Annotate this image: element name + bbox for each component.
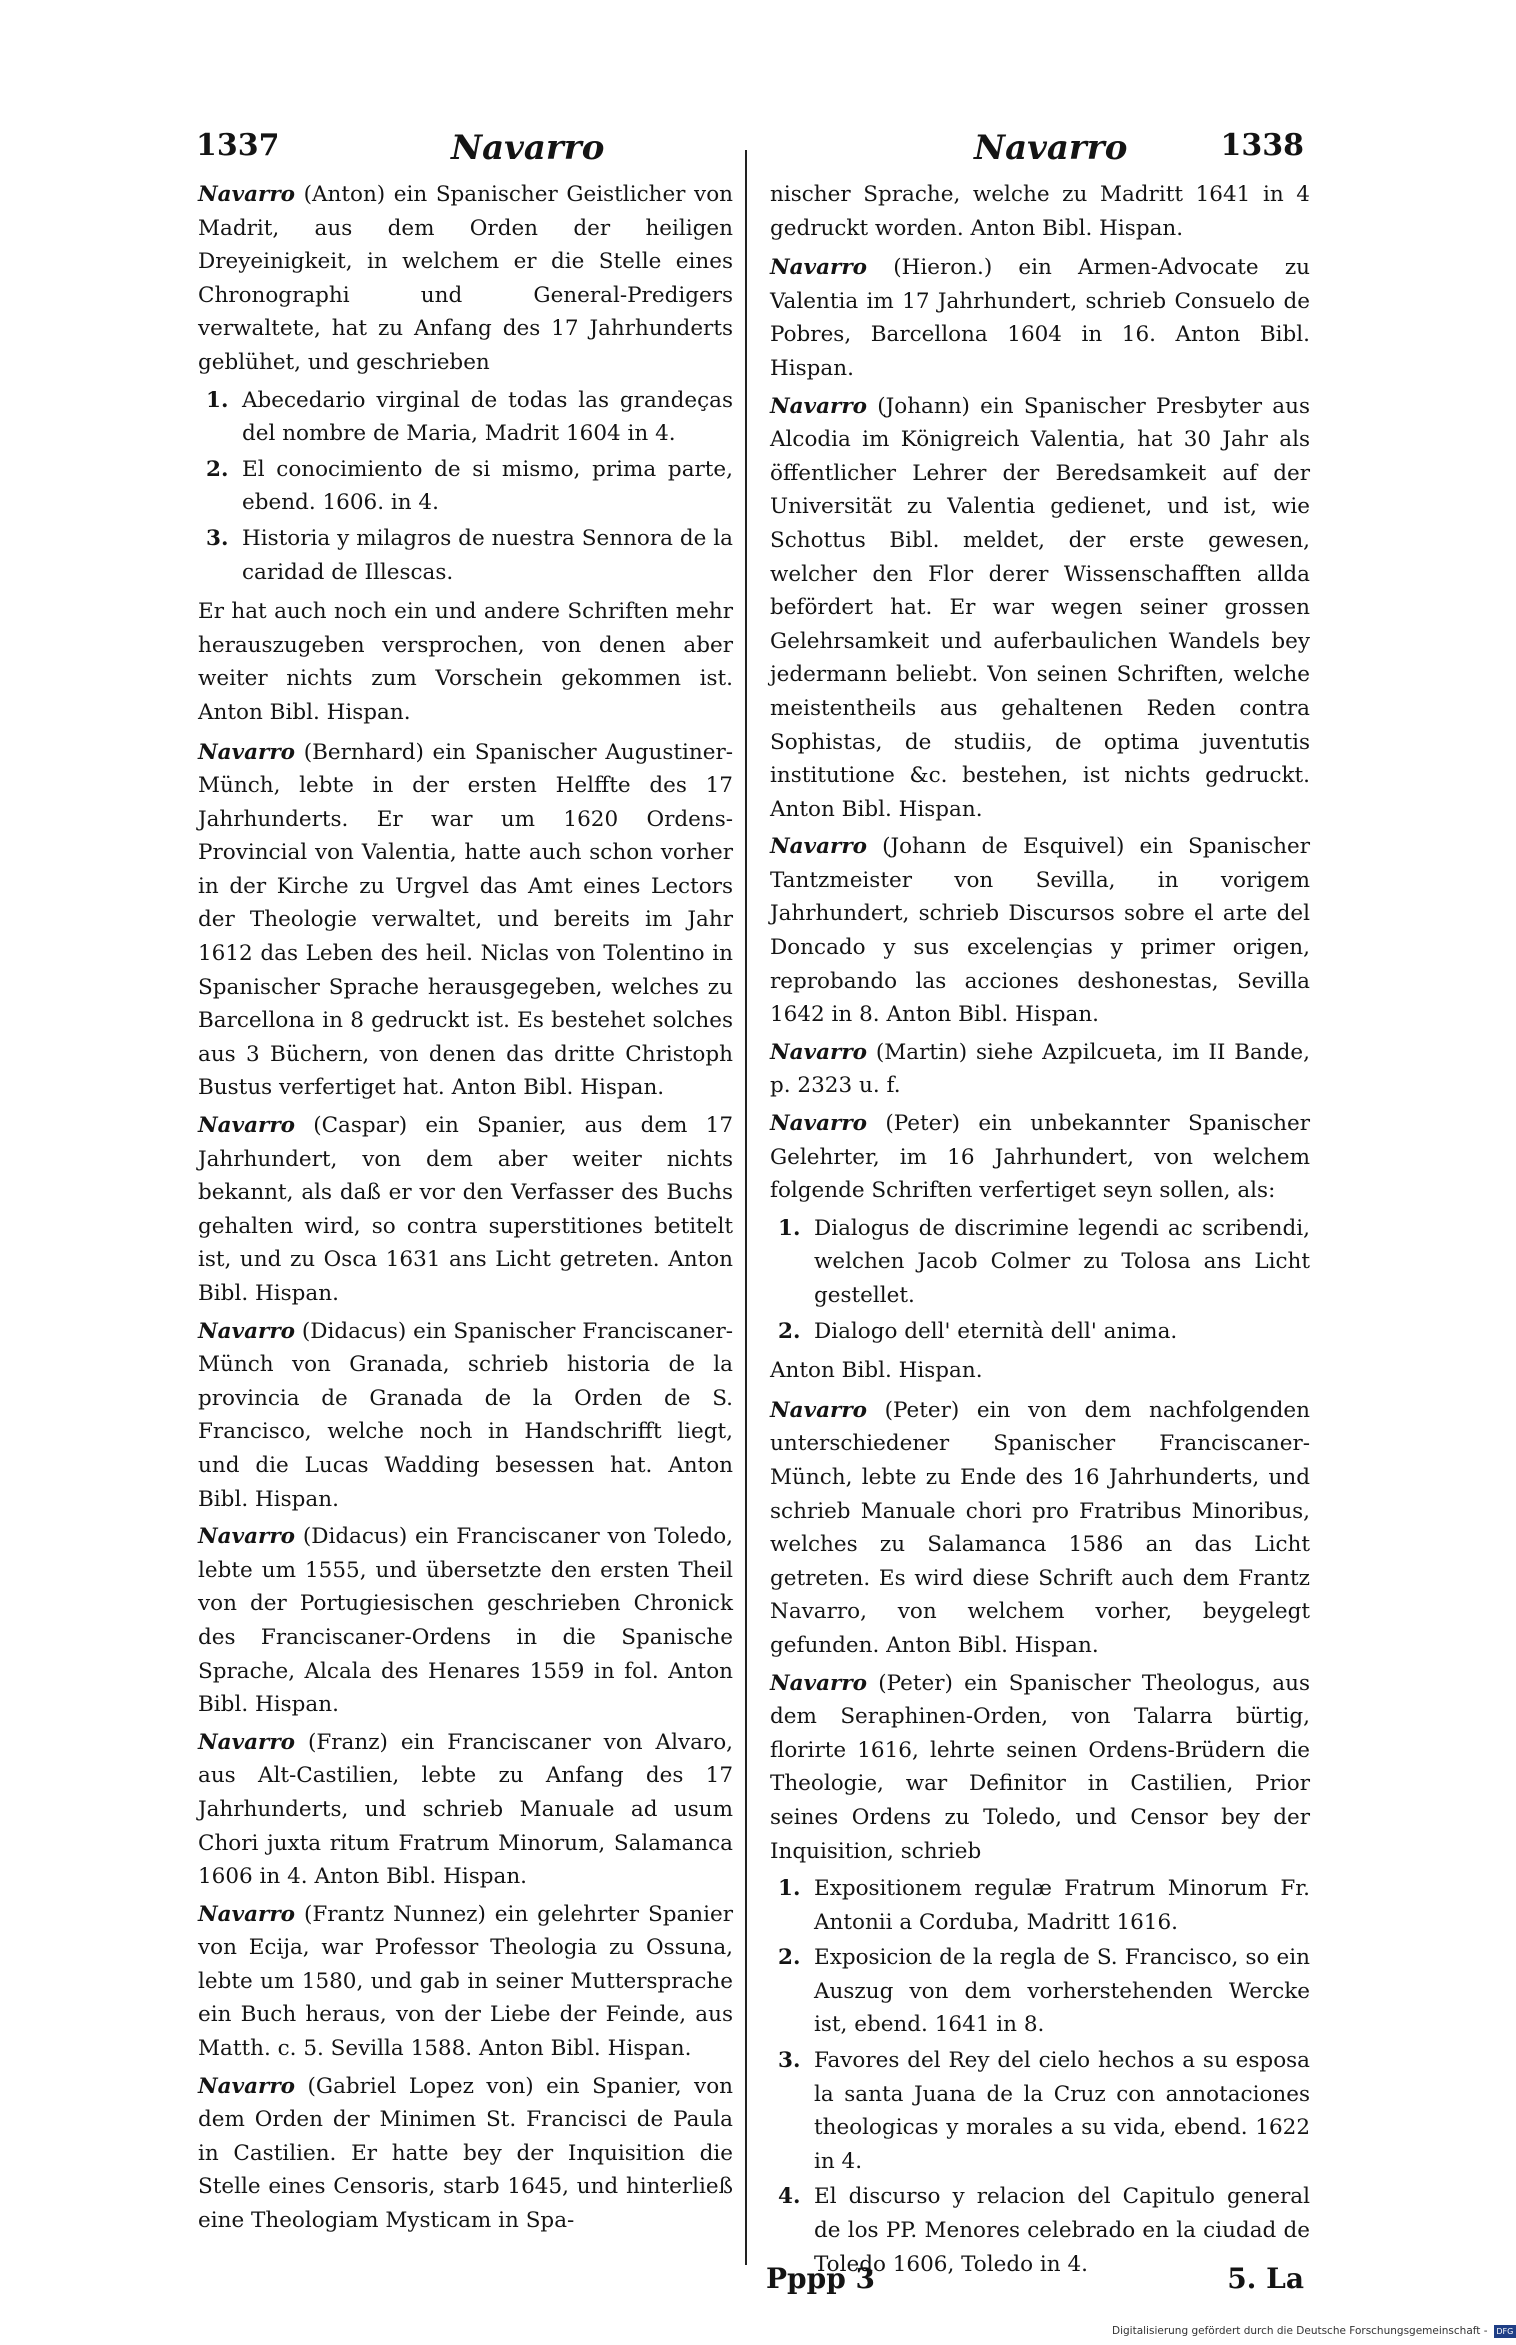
item-number: 1. [778,1215,801,1241]
item-number: 1. [778,1876,801,1902]
entry-text: (Johann de Esquivel) ein Spanischer Tantzmeister von Sevilla, in vorigem Jahrhundert, schrieb Discursos sobre el arte del Doncado y sus excelençias y primer origen, reprobando las acciones deshonestas, Sevilla 1642 in 8. Anton Bibl. Hispan. [770,834,1310,1028]
entry-text: (Didacus) ein Spanischer Franciscaner-Münch von Granada, schrieb historia de la provincia de Granada de la Orden de S. Francisco, welche noch in Handschrifft liegt, und die Lucas Wadding besessen hat. Anton Bibl. Hispan. [198,1318,733,1512]
entry-text: (Didacus) ein Franciscaner von Toledo, lebte um 1555, und übersetzte den ersten Theil von der Portugiesischen geschrieben Chronick des Franciscaner-Ordens in die Spanische Sprache, Alcala des Henares 1559 in fol. Anton Bibl. Hispan. [198,1524,734,1718]
running-head-right: Navarro [974,128,1128,168]
entry-caspar [198,1109,733,1311]
item-text: Historia y milagros de nuestra Sennora de la caridad de Illescas. [242,525,733,585]
entry-text: (Peter) ein unbekannter Spanischer Gelehrter, im 16 Jahrhundert, von welchem folgende Schriften verfertiget seyn sollen, als: [770,1111,1310,1204]
page-header [196,128,1304,172]
item-text: Expositionem regulæ Fratrum Minorum Fr. Antonii a Corduba, Madritt 1616. [814,1876,1310,1935]
entry-text: (Caspar) ein Spanier, aus dem 17 Jahrhundert, von dem aber weiter nichts bekannt, als daß er vor den Verfasser des Buchs gehalten wird, so contra superstitiones betitelt ist, und zu Osca 1631 ans Licht getreten. Anton Bibl. Hispan. [198,1113,733,1306]
entry-headword: Navarro [198,2073,296,2099]
continued-text: nischer Sprache, welche zu Madritt 1641 in 4 gedruckt worden. Anton Bibl. Hispan. [770,182,1310,241]
page-number-left: 1337 [196,128,280,163]
entry-headword: Navarro [770,834,868,860]
signature-mark: Pppp 3 [766,2262,876,2295]
entry-headword: Navarro [770,1039,868,1065]
column-divider [745,150,747,2265]
entry-johann-esquivel [770,830,1310,1032]
entry-text: (Anton) ein Spanischer Geistlicher von Madrit, aus dem Orden der heiligen Dreyeinigkeit, in welchem er die Stelle eines Chronographi und General-Predigers verwaltete, hat zu Anfang des 17 Jahrhunderts geblühet, und geschrieben [198,182,733,375]
entry-tail: Er hat auch noch ein und andere Schriften mehr herauszugeben versprochen, von denen aber weiter nichts zum Vorschein gekommen ist. Anton Bibl. Hispan. [198,599,733,725]
entry-didacus-toledo [198,1520,733,1722]
item-text: Dialogo dell' eternità dell' anima. [814,1318,1178,1344]
entry-martin [770,1036,1310,1103]
item-text: Exposicion de la regla de S. Francisco, so ein Auszug von dem vorherstehenden Wercke ist, ebend. 1641 in 8. [814,1945,1310,2038]
list-item [770,2044,1310,2178]
list-item [198,522,733,589]
list-item [770,1872,1310,1939]
entry-list [198,384,733,590]
list-item [770,1315,1310,1349]
item-number: 2. [778,1945,801,1971]
item-text: El discurso y relacion del Capitulo general de los PP. Menores celebrado en la ciudad de Toledo 1606, Toledo in 4. [814,2184,1310,2277]
left-column [198,178,733,2242]
item-number: 1. [206,387,229,413]
entry-peter-3 [770,1667,1310,1869]
entry-headword: Navarro [198,1524,296,1550]
list-item [770,1941,1310,2042]
item-number: 3. [206,525,229,551]
entry-gabriel-lopez [198,2070,733,2238]
entry-peter-2 [770,1394,1310,1663]
running-head-left: Navarro [451,128,605,168]
entry-frantz-nunnez [198,1898,733,2066]
list-item [198,453,733,520]
entry-list [770,1872,1310,2281]
list-item [770,1212,1310,1313]
entry-headword: Navarro [198,739,296,765]
item-text: El conocimiento de si mismo, prima parte, ebend. 1606. in 4. [242,456,733,516]
item-text: Favores del Rey del cielo hechos a su esposa la santa Juana de la Cruz con annotaciones theologicas y morales a su vida, ebend. 1622 in 4. [814,2048,1310,2174]
entry-peter-1 [770,1107,1310,1208]
entry-text: (Johann) ein Spanischer Presbyter aus Alcodia im Königreich Valentia, hat 30 Jahr als öffentlicher Lehrer der Beredsamkeit auf der Universität zu Valentia gedienet, und ist, wie Schottus Bibl. meldet, der erste gewesen, welcher den Flor derer Wissenschafften allda befördert hat. Er war wegen seiner grossen Gelehrsamkeit und auferbaulichen Wandels bey jedermann beliebt. Von seinen Schriften, welche meistentheils aus gehaltenen Reden contra Sophistas, de studiis, de optima juventutis institutione &c. bestehen, ist nichts gedruckt. Anton Bibl. Hispan. [770,393,1310,822]
entry-bernhard [198,736,733,1106]
entry-headword: Navarro [770,393,868,419]
dfg-logo-icon: DFG [1494,2325,1516,2338]
entry-headword: Navarro [198,1901,296,1927]
item-number: 4. [778,2184,801,2210]
entry-hieron [770,251,1310,385]
page-footer [196,2262,1304,2302]
entry-text: (Hieron.) ein Armen-Advocate zu Valentia im 17 Jahrhundert, schrieb Consuelo de Pobres, Barcellona 1604 in 16. Anton Bibl. Hispan. [770,255,1311,381]
item-number: 2. [206,456,229,482]
credit-text: Digitalisierung gefördert durch die Deutsche Forschungsgemeinschaft - [1112,2325,1488,2337]
entry-headword: Navarro [770,1397,868,1423]
entry-text: (Frantz Nunnez) ein gelehrter Spanier von Ecija, war Professor Theologia zu Ossuna, lebte um 1580, und gab in seiner Muttersprache ein Buch heraus, von der Liebe der Feinde, aus Matth. c. 5. Sevilla 1588. Anton Bibl. Hispan. [198,1901,733,2062]
item-number: 2. [778,1318,801,1344]
item-number: 3. [778,2048,801,2074]
entry-text: (Bernhard) ein Spanischer Augustiner-Münch, lebte in der ersten Helffte des 17 Jahrhunderts. Er war um 1620 Ordens-Provincial von Valentia, hatte auch schon vorher in der Kirche zu Urgvel das Amt eines Lectors der Theologie verwaltet, und bereits im Jahr 1612 das Leben des heil. Niclas von Tolentino in Spanischer Sprache herausgegeben, welches zu Barcellona in 8 gedruckt ist. Es bestehet solches aus 3 Büchern, von denen das dritte Christoph Bustus verfertiget hat. Anton Bibl. Hispan. [198,739,733,1101]
entry-headword: Navarro [198,1318,296,1344]
entry-text: (Martin) siehe Azpilcueta, im II Bande, p. 2323 u. f. [770,1039,1310,1099]
entry-headword: Navarro [198,182,296,207]
catchword: 5. La [1227,2262,1304,2295]
entry-text: (Gabriel Lopez von) ein Spanier, von dem Orden der Minimen St. Francisci de Paula in Castilien. Er hatte bey der Inquisition die Stelle eines Censoris, starb 1645, und hinterließ eine Theologiam Mysticam in Spa- [198,2073,733,2234]
entry-headword: Navarro [770,255,868,281]
item-text: Dialogus de discrimine legendi ac scribendi, welchen Jacob Colmer zu Tolosa ans Licht gestellet. [814,1215,1310,1308]
digitization-credit [1112,2322,1514,2340]
entry-text: (Peter) ein von dem nachfolgenden unterschiedener Spanischer Franciscaner-Münch, lebte zu Ende des 16 Jahrhunderts, und schrieb Manuale chori pro Fratribus Minoribus, welches zu Salamanca 1586 an das Licht getreten. Es wird diese Schrift auch dem Frantz Navarro, von welchem vorher, beygelegt gefunden. Anton Bibl. Hispan. [770,1397,1310,1658]
entry-headword: Navarro [770,1670,868,1696]
entry-headword: Navarro [770,1111,868,1137]
list-item [198,384,733,451]
page-number-right: 1338 [1220,128,1304,163]
entry-johann [770,390,1310,827]
entry-franz [198,1726,733,1894]
entry-text: (Franz) ein Franciscaner von Alvaro, aus Alt-Castilien, lebte zu Anfang des 17 Jahrhunderts, und schrieb Manuale ad usum Chori juxta ritum Fratrum Minorum, Salamanca 1606 in 4. Anton Bibl. Hispan. [198,1729,733,1890]
item-text: Abecedario virginal de todas las grandeças del nombre de Maria, Madrit 1604 in 4. [242,387,733,447]
entry-didacus-granada [198,1315,733,1517]
entry-list [770,1212,1310,1348]
entry-headword: Navarro [198,1729,296,1755]
right-column [770,178,1310,2287]
entry-tail: Anton Bibl. Hispan. [770,1358,983,1384]
entry-headword: Navarro [198,1113,296,1139]
entry-anton [198,178,733,380]
entry-text: (Peter) ein Spanischer Theologus, aus dem Seraphinen-Orden, von Talarra bürtig, florirte 1616, lehrte seinen Ordens-Brüdern die Theologie, war Definitor in Castilien, Prior seines Ordens zu Toledo, und Censor bey der Inquisition, schrieb [770,1670,1310,1864]
